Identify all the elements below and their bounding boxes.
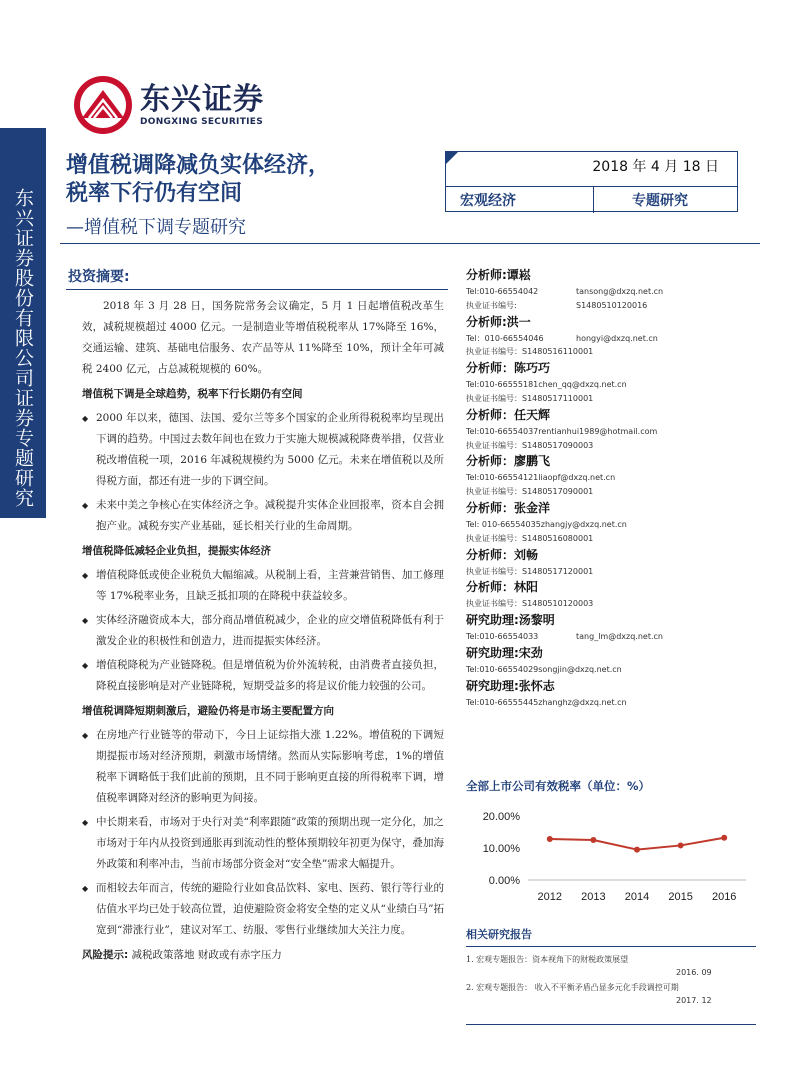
- related-item: 2. 宏观专题报告： 收入不平衡矛盾凸显多元化手段调控可期: [466, 983, 679, 992]
- data-point: [678, 842, 684, 848]
- analyst-contact-line: [466, 663, 756, 677]
- contact-label: Tel:010-66554029songjin@dxzq.net.cn: [466, 664, 622, 674]
- contact-label: 执业证书编号：S1480516110001: [466, 347, 594, 357]
- analyst-contact-line: [466, 332, 756, 346]
- summary-heading: 投资摘要:: [66, 266, 448, 290]
- related-divider: [466, 946, 756, 947]
- contact-label: 执业证书编号：S1480516080001: [466, 533, 594, 543]
- analyst-name: 分析师：廖鹏飞: [466, 454, 551, 469]
- tax-rate-chart: [466, 796, 756, 908]
- sidebar-text: 东兴证券股份有限公司证券专题研究: [12, 188, 34, 508]
- corner-triangle-icon: [446, 152, 458, 164]
- analyst-name: 分析师：任天辉: [466, 407, 551, 422]
- x-tick-label: 2013: [581, 891, 606, 903]
- analyst-contact-line: [466, 696, 756, 710]
- report-info-box: [445, 151, 738, 212]
- bullet-item: ◆ 中长期来看，市场对于央行对美“利率跟随”政策的预期出现一定分化，加之市场对于年内从投资到通胀再到流动性的整体预期较年初更为保守，叠加海外政策和利率冲击，当前市场部分资金对“安全垫”需求大幅提升。: [66, 812, 448, 875]
- contact-label: 执业证书编号:: [466, 300, 517, 310]
- analyst-contact-line: [466, 392, 756, 406]
- analyst-name: 分析师：刘畅: [466, 547, 539, 562]
- contact-label: Tel:010-66555181chen_qq@dxzq.net.cn: [466, 380, 627, 390]
- info-box-vertical-divider: [593, 186, 594, 213]
- category-topic: 专题研究: [632, 193, 688, 209]
- analyst-contact-line: [466, 630, 756, 644]
- analyst-contact-line: [466, 425, 756, 439]
- analyst-name: 研究助理:宋劲: [466, 645, 543, 660]
- analyst-contact-line: [466, 378, 756, 392]
- analyst-contact-line: [466, 471, 756, 485]
- title-divider: [60, 243, 760, 244]
- analyst-contact-line: [466, 439, 756, 453]
- analyst-list: [466, 266, 756, 710]
- left-sidebar-band: [0, 128, 46, 518]
- contact-label: 执业证书编号：S1480517120001: [466, 566, 594, 576]
- contact-label: Tel:010-66554042: [466, 287, 539, 296]
- related-item-date: 2017. 12: [676, 996, 712, 1005]
- analyst-name: 分析师:洪一: [466, 314, 531, 329]
- contact-value: tansong@dxzq.net.cn: [576, 287, 664, 296]
- analyst-contact-line: [466, 485, 756, 499]
- bullet-item: ◆ 在房地产行业链等的带动下，今日上证综指大涨 1.22%。增值税的下调短期提振市场对经济预期，刺激市场情绪。然而从实际影响考虑，1%的增值税率下调略低于我们此前的预期，且不同于影响更直接的所得税率下调，增值税率调降对经济的影响更为间接。: [66, 725, 448, 809]
- bullet-item: ◆ 2000 年以来，德国、法国、爱尔兰等多个国家的企业所得税税率均呈现出下调的趋势。中国过去数年间也在致力于实施大规模减税降费举措，仅营业税改增值税一项，2016 年减税规模约为 5000 亿元。未来在增值税以及所得税方面，都还有进一步的下调空间。: [66, 408, 448, 492]
- section-heading: 增值税下调是全球趋势，税率下行长期仍有空间: [82, 388, 303, 400]
- dongxing-logo-icon: [72, 74, 134, 136]
- contact-value: hongyi@dxzq.net.cn: [576, 333, 658, 343]
- contact-label: 执业证书编号：S1480517090001: [466, 487, 594, 497]
- bullet-item: ◆ 而相较去年而言，传统的避险行业如食品饮料、家电、医药、银行等行业的估值水平均已处于较高位置，迫使避险资金将安全垫的定义从“业绩白马”拓宽到“滞涨行业”，建议对军工、纺服、零售行业继续加大关注力度。: [66, 878, 448, 941]
- bullet-item: ◆ 未来中美之争核心在实体经济之争。减税提升实体企业回报率，资本自会拥抱产业。减税夯实产业基础，延长相关行业的生命周期。: [66, 495, 448, 537]
- company-logo: [72, 74, 264, 136]
- info-box-divider: [446, 186, 737, 187]
- data-point: [590, 837, 596, 843]
- contact-value: S1480510120016: [576, 300, 648, 310]
- report-date: 2018 年 4 月 18 日: [592, 159, 719, 175]
- x-tick-label: 2014: [624, 891, 650, 903]
- contact-label: Tel:010-66555445zhanghz@dxzq.net.cn: [466, 697, 627, 707]
- y-tick-label: 20.00%: [482, 811, 520, 823]
- analyst-name: 研究助理:张怀志: [466, 678, 555, 693]
- contact-label: 执业证书编号：S1480517090003: [466, 440, 594, 450]
- data-point: [721, 835, 727, 841]
- x-tick-label: 2012: [537, 891, 563, 903]
- contact-label: Tel:010-66554121liaopf@dxzq.net.cn: [466, 473, 616, 483]
- analyst-contact-line: [466, 532, 756, 546]
- logo-chinese-name: 东兴证券: [140, 82, 264, 117]
- contact-value: tang_lm@dxzq.net.cn: [576, 632, 663, 642]
- related-item: 1. 宏观专题报告：资本视角下的财税政策展望: [466, 955, 629, 964]
- analyst-name: 分析师：陈巧巧: [466, 361, 551, 376]
- analyst-contact-line: [466, 518, 756, 532]
- report-subtitle: —增值税下调专题研究: [66, 217, 246, 238]
- data-point: [634, 847, 640, 853]
- analyst-contact-line: [466, 597, 756, 611]
- contact-label: Tel:010-66554037rentianhui1989@hotmail.com: [466, 426, 658, 436]
- investment-summary: [66, 266, 448, 966]
- risk-label: 风险提示:: [82, 949, 129, 961]
- y-tick-label: 10.00%: [482, 843, 520, 855]
- report-title: [66, 152, 330, 208]
- related-research-heading: 相关研究报告: [466, 928, 532, 941]
- bullet-item: ◆ 实体经济融资成本大，部分商品增值税减少，企业的应交增值税降低有利于激发企业的积极性和创造力，进而提振实体经济。: [66, 610, 448, 652]
- bullet-item: ◆ 增值税降税为产业链降税。但是增值税为价外流转税，由消费者直接负担，降税直接影响是对产业链降税，短期受益多的将是议价能力较强的公司。: [66, 655, 448, 697]
- y-tick-label: 0.00%: [488, 875, 520, 887]
- related-item-date: 2016. 09: [676, 968, 712, 977]
- x-tick-label: 2016: [711, 891, 737, 903]
- related-bottom-rule: [466, 1024, 756, 1025]
- summary-intro: 2018 年 3 月 28 日，国务院常务会议确定，5 月 1 日起增值税改革生效，减税规模超过 4000 亿元。一是制造业等增值税税率从 17%降至 16%，交通运输、建筑、基础电信服务、农产品等从 11%降至 10%，预计全年可减税 2400 亿元，占总减税规模的 60%。: [82, 300, 444, 375]
- analyst-contact-line: [466, 285, 756, 299]
- analyst-contact-line: [466, 299, 756, 313]
- chart-title: 全部上市公司有效税率（单位：%）: [466, 779, 651, 793]
- x-tick-label: 2015: [668, 891, 693, 903]
- contact-label: Tel: 010-66554035zhangjy@dxzq.net.cn: [466, 519, 627, 529]
- chart-svg: [466, 796, 756, 908]
- risk-text: 减税政策落地 财政或有赤字压力: [131, 949, 282, 961]
- analyst-name: 分析师：林阳: [466, 580, 539, 595]
- risk-warning: [66, 945, 448, 966]
- contact-label: 执业证书编号：S1480517110001: [466, 393, 594, 403]
- section-heading: 增值税降低减轻企业负担，提振实体经济: [82, 545, 271, 557]
- bullet-item: ◆ 增值税降低或使企业税负大幅缩减。从税制上看，主营兼营销售、加工修理等 17%税率业务，且缺乏抵扣项的在降税中获益较多。: [66, 565, 448, 607]
- contact-label: Tel：010-66554046: [466, 333, 544, 343]
- report-title-line1: 增值税调降减负实体经济，: [66, 153, 331, 178]
- contact-label: 执业证书编号：S1480510120003: [466, 599, 594, 609]
- analyst-name: 分析师：张金洋: [466, 500, 551, 515]
- analyst-name: 分析师:谭崧: [466, 268, 531, 282]
- analyst-contact-line: [466, 345, 756, 359]
- report-title-line2: 税率下行仍有空间: [66, 181, 243, 206]
- contact-label: Tel:010-66554033: [466, 632, 539, 642]
- section-heading: 增值税调降短期刺激后，避险仍将是市场主要配置方向: [82, 705, 334, 717]
- category-macro: 宏观经济: [460, 193, 516, 209]
- logo-english-name: DONGXING SECURITIES: [140, 117, 264, 127]
- data-point: [547, 836, 553, 842]
- analyst-name: 研究助理:汤黎明: [466, 613, 555, 628]
- analyst-contact-line: [466, 565, 756, 579]
